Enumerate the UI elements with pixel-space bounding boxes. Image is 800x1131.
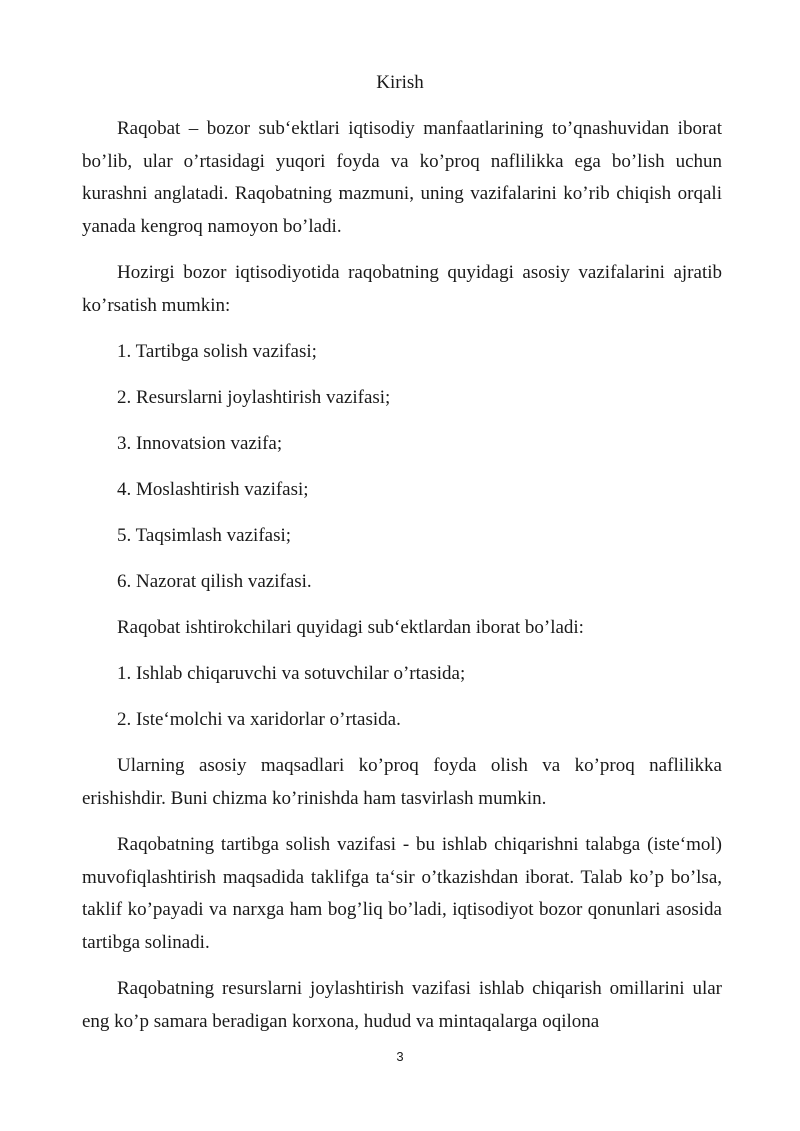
- page-number: 3: [396, 1049, 404, 1064]
- paragraph: Raqobatning resurslarni joylashtirish vazifasi ishlab chiqarish omillarini ular eng ko’p samara beradigan korxona, hudud va mintaqalarga oqilona: [82, 978, 722, 1032]
- section-heading: Kirish: [376, 72, 424, 93]
- paragraph: Ularning asosiy maqsadlari ko’proq foyda olish va ko’proq naflilikka erishishdir. Buni chizma ko’rinishda ham tasvirlash mumkin.: [82, 755, 722, 809]
- list-item: 5. Taqsimlash vazifasi;: [117, 525, 292, 546]
- body-text: [82, 113, 722, 1052]
- list-intro: Raqobat ishtirokchilari quyidagi sub‘ektlardan iborat bo’ladi:: [117, 617, 584, 638]
- list-item: 3. Innovatsion vazifa;: [117, 433, 283, 454]
- list-item: 6. Nazorat qilish vazifasi.: [117, 571, 312, 592]
- list-item: 1. Tartibga solish vazifasi;: [117, 341, 317, 362]
- list-item: 4. Moslashtirish vazifasi;: [117, 479, 309, 500]
- paragraph: Hozirgi bozor iqtisodiyotida raqobatning quyidagi asosiy vazifalarini ajratib ko’rsatish mumkin:: [82, 262, 722, 316]
- paragraph: Raqobat – bozor sub‘ektlari iqtisodiy manfaatlarining to’qnashuvidan iborat bo’lib, ular o’rtasidagi yuqori foyda va ko’proq naflilikka ega bo’lish uchun kurashni anglatadi. Raqobatning mazmuni, uning vazifalarini ko’rib chiqish orqali yanada kengroq namoyon bo’ladi.: [82, 118, 722, 237]
- list-item: 1. Ishlab chiqaruvchi va sotuvchilar o’rtasida;: [117, 663, 466, 684]
- paragraph: Raqobatning tartibga solish vazifasi - bu ishlab chiqarishni talabga (iste‘mol) muvofiqlashtirish maqsadida taklifga ta‘sir o’tkazishdan iborat. Talab ko’p bo’lsa, taklif ko’payadi va narxga ham bog’liq bo’ladi, iqtisodiyot bozor qonunlari asosida tartibga solinadi.: [82, 834, 722, 953]
- list-item: 2. Resurslarni joylashtirish vazifasi;: [117, 387, 391, 408]
- list-item: 2. Iste‘molchi va xaridorlar o’rtasida.: [117, 709, 401, 730]
